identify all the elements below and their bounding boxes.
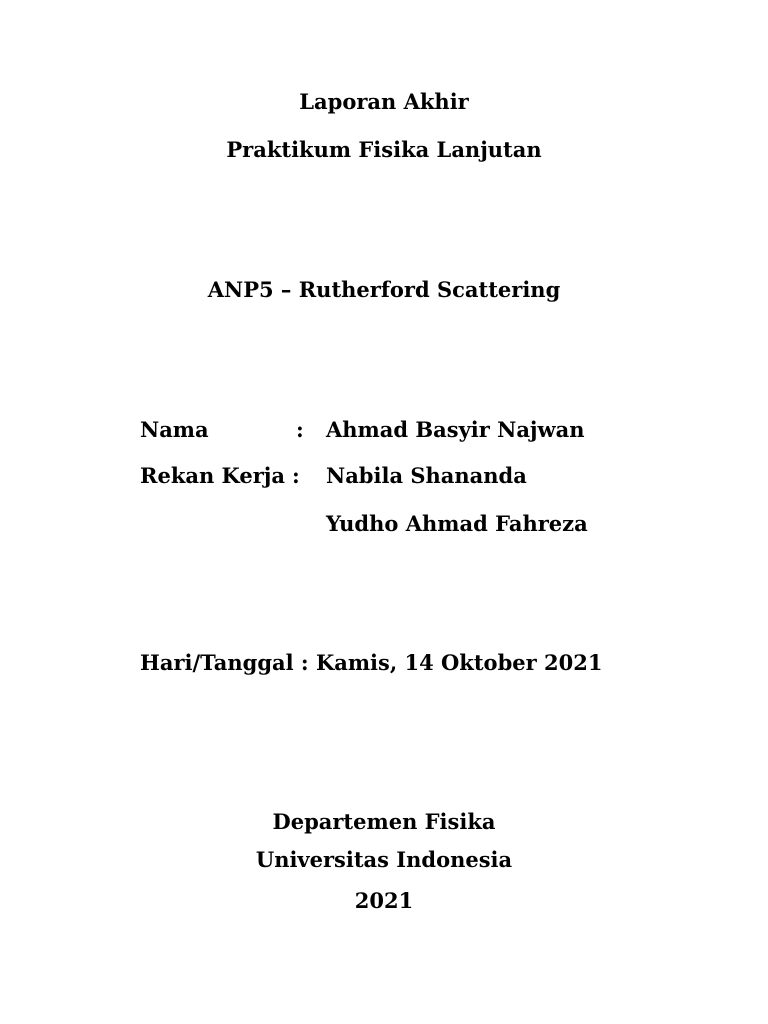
name-value: Ahmad Basyir Najwan: [326, 417, 585, 442]
university-name: Universitas Indonesia: [255, 847, 513, 872]
department-name: Departemen Fisika: [272, 809, 496, 834]
name-label: Nama: [140, 417, 209, 442]
partner-label: Rekan Kerja: [140, 463, 285, 488]
name-separator: :: [296, 417, 304, 442]
year: 2021: [354, 888, 414, 913]
report-title: Laporan Akhir: [299, 89, 469, 114]
partner-value-2: Yudho Ahmad Fahreza: [326, 511, 588, 536]
partner-separator: :: [292, 463, 300, 488]
course-title: Praktikum Fisika Lanjutan: [226, 137, 542, 162]
date-line: Hari/Tanggal : Kamis, 14 Oktober 2021: [140, 650, 603, 675]
partner-row: [140, 464, 700, 488]
partner-value-1: Nabila Shananda: [326, 463, 527, 488]
experiment-title: ANP5 – Rutherford Scattering: [207, 277, 561, 302]
name-row: [140, 418, 700, 442]
